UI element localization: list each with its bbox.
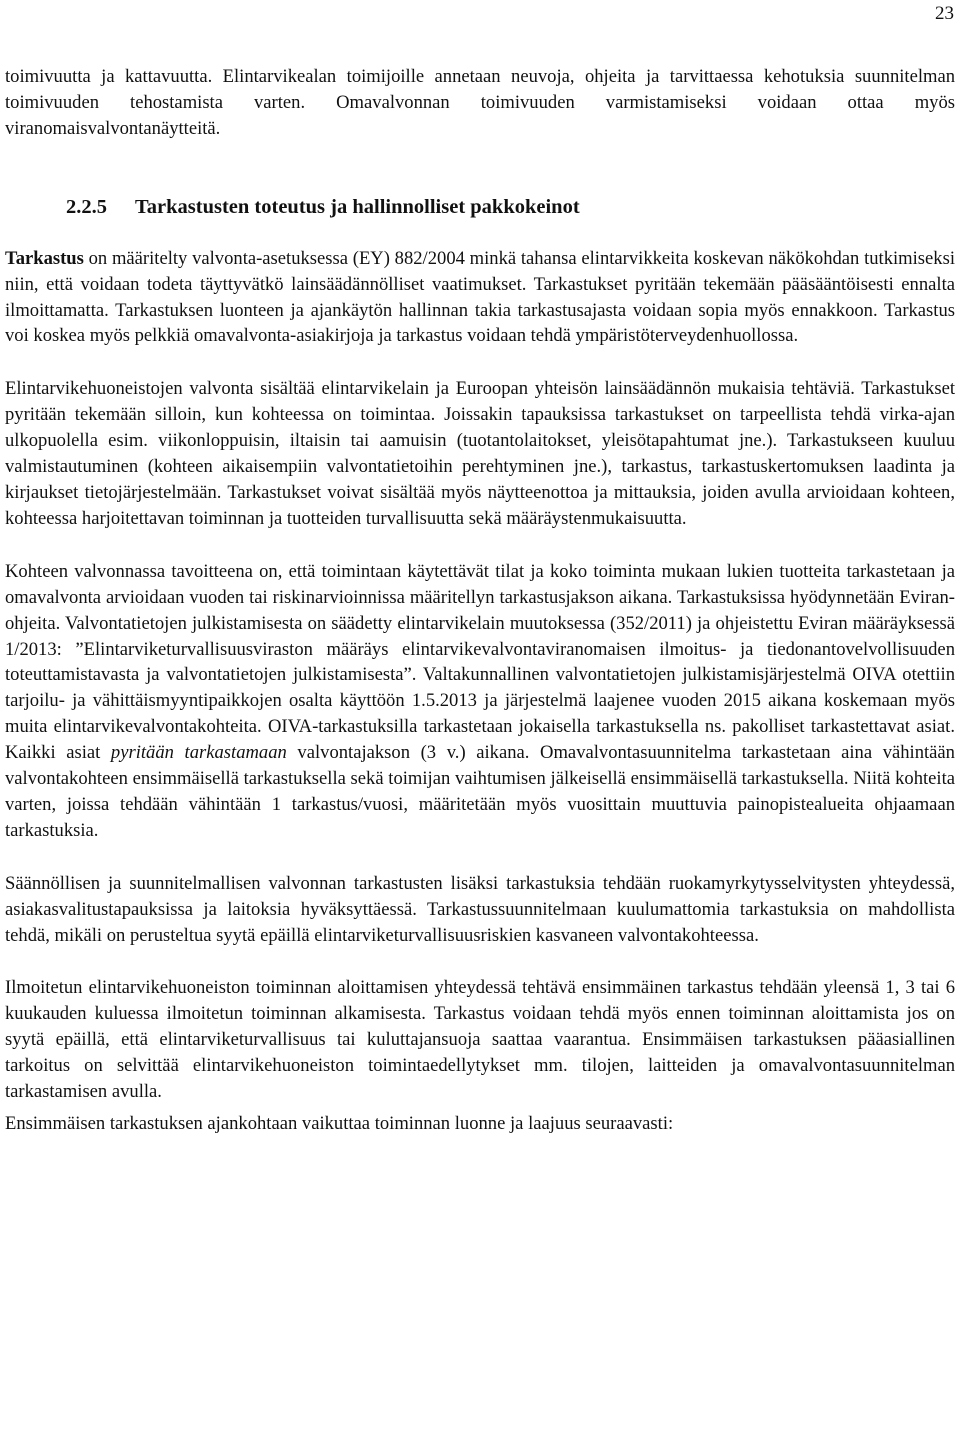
paragraph-premises-control: Elintarvikehuoneistojen valvonta sisältää elintarvikelain ja Euroopan yhteisön lainsäädännön mukaisia tehtäviä. Tarkastukset pyritään tekemään silloin, kun kohteessa on toimintaa. Joissakin tapauksissa tarkastukset on tarpeellista tehdä virka-ajan ulkopuolella esim. viikonloppuisin, iltaisin tai aamuisin (tuotantolaitokset, yleisötapahtumat jne.). Tarkastukseen kuuluu valmistautuminen (kohteen aikaisempiin valvontatietoihin perehtyminen jne.), tarkastus, tarkastuskertomuksen laadinta ja kirjaukset tietojärjestelmään. Tarkastukset voivat sisältää myös näytteenottoa ja mittauksia, joiden avulla arvioidaan kohteen, kohteessa harjoitettavan toiminnan ja tuotteiden turvallisuutta sekä määräystenmukaisuutta. (5, 378, 955, 529)
paragraph-control-goals (5, 559, 955, 844)
intro-paragraph: toimivuutta ja kattavuutta. Elintarvikealan toimijoille annetaan neuvoja, ohjeita ja tarvittaessa kehotuksia suunnitelman toimivuuden tehostamista varten. Omavalvonnan toimivuuden varmistamiseksi voidaan ottaa myös viranomaisvalvontanäytteitä. (5, 66, 955, 139)
paragraph-additional-inspections: Säännöllisen ja suunnitelmallisen valvonnan tarkastusten lisäksi tarkastuksia tehdään ruokamyrkytysselvitysten yhteydessä, asiakasvalitustapauksissa ja laitoksia hyväksyttäessä. Tarkastussuunnitelmaan kuulumattomia tarkastuksia on mahdollista tehdä, mikäli on perusteltua syytä epäillä elintarviketurvallisuusriskien kasvaneen valvontakohteessa. (5, 872, 955, 946)
paragraph-text-before: Kohteen valvonnassa tavoitteena on, että toimintaan käytettävät tilat ja koko toiminta mukaan lukien tuotteita tarkastetaan ja omavalvonta arvioidaan vuoden tai riskinarvioinnissa määritellyn tarkastusjakson aikana. Tarkastuksissa hyödynnetään Eviran-ohjeita. Valvontatietojen julkistamisesta on säädetty elintarvikelain muutoksessa (352/2011) ja ohjeistettu Eviran määräyksessä 1/2013: ”Elintarviketurvallisuusviraston määräys elintarvikevalvontaviranomaisen ilmoitus- ja tiedonantovelvollisuuden toteuttamistavasta ja valvontatietojen julkistamisesta”. Valtakunnallinen valvontatietojen julkistamisjärjestelmä OIVA otettiin tarjoilu- ja vähittäismyyntipaikkojen osalta käyttöön 1.5.2013 ja järjestelmä laajenee vuoden 2015 aikana koskemaan myös muita elintarvikevalvontakohteita. OIVA-tarkastuksilla tarkastetaan jokaisella tarkastuksella ns. pakolliset tarkastettavat asiat. Kaikki asiat (5, 560, 955, 764)
paragraph-tarkastus-definition (5, 246, 955, 350)
paragraph-first-inspection: Ilmoitetun elintarvikehuoneiston toiminnan aloittamisen yhteydessä tehtävä ensimmäinen tarkastus tehdään yleensä 1, 3 tai 6 kuukauden kuluessa ilmoitetun toiminnan alkamisesta. Tarkastus voidaan tehdä myös ennen toiminnan aloittamista jos on syytä epäillä, että elintarviketurvallisuus tai kuluttajansuoja saattaa vaarantua. Ensimmäisen tarkastuksen pääasiallinen tarkoitus on selvittää elintarvikehuoneiston toimintaedellytykset mm. tilojen, laitteiden ja omavalvontasuunnitelman tarkastamisen avulla. (5, 977, 955, 1103)
paragraph-text-after: valvontajakson (3 v.) aikana. Omavalvontasuunnitelma tarkastetaan aina vähintään valvontakohteen ensimmäisellä tarkastuksella sekä toimijan vaihtumisen jälkeisellä ensimmäisellä tarkastuksella. Niitä kohteita varten, joissa tehdään vähintään 1 tarkastus/vuosi, määritetään myös vuosittain muuttuvia painopistealueita ohjaamaan tarkastuksia. (5, 742, 955, 841)
section-title: Tarkastusten toteutus ja hallinnolliset pakkokeinot (135, 195, 580, 218)
paragraph-first-inspection-timing: Ensimmäisen tarkastuksen ajankohtaan vaikuttaa toiminnan luonne ja laajuus seuraavasti: (5, 1113, 674, 1134)
section-number: 2.2.5 (66, 195, 107, 218)
document-body (5, 64, 955, 1137)
italic-term: pyritään tarkastamaan (110, 742, 287, 764)
page-number: 23 (935, 3, 954, 24)
section-heading (66, 194, 955, 220)
bold-term: Tarkastus (5, 247, 84, 269)
paragraph-text: on määritelty valvonta-asetuksessa (EY) 882/2004 minkä tahansa elintarvikkeita koskevan näkökohdan tutkimiseksi niin, että voidaan todeta täyttyvätkö lainsäädännölliset vaatimukset. Tarkastukset pyritään tekemään pääsääntöisesti ennalta ilmoittamatta. Tarkastuksen luonteen ja ajankäytön hallinnan takia tarkastusajasta voidaan sopia myös ennakkoon. Tarkastus voi koskea myös pelkkiä omavalvonta-asiakirjoja ja tarkastus voidaan tehdä ympäristöterveydenhuollossa. (5, 247, 955, 347)
